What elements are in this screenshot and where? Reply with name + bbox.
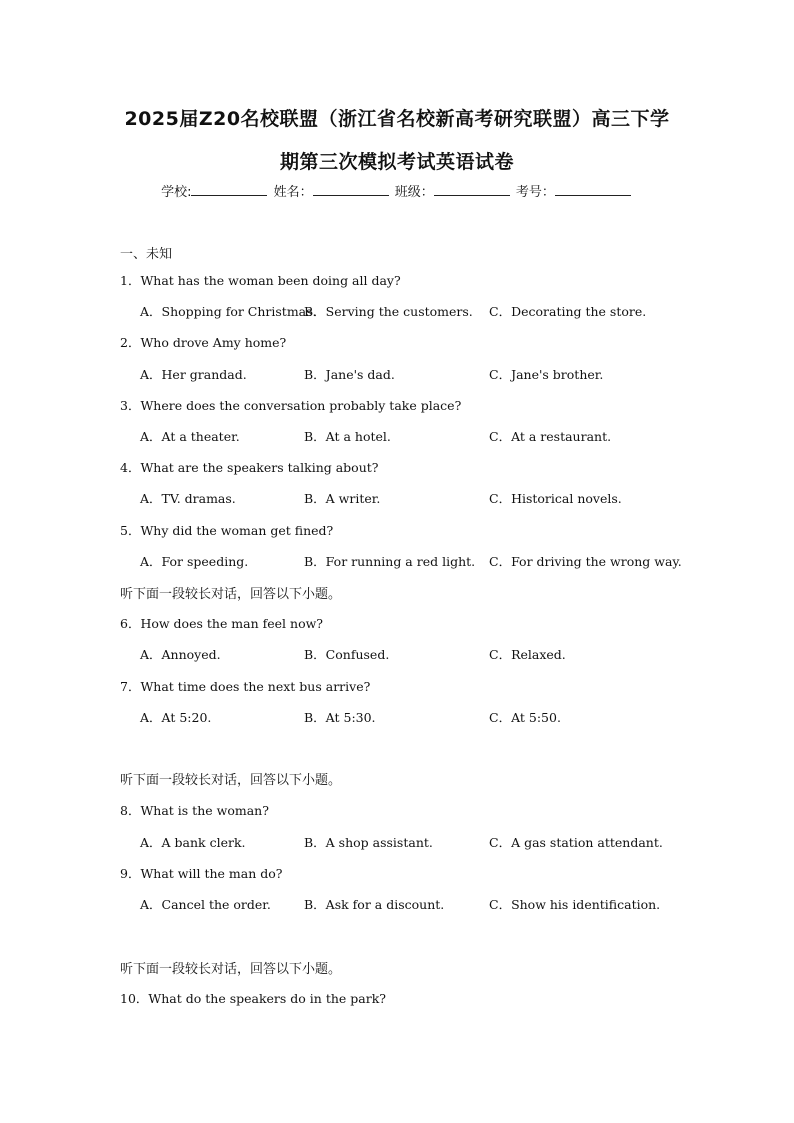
question-5-option-a: A．For speeding. bbox=[140, 554, 249, 569]
name-label: 姓名： bbox=[273, 185, 313, 200]
question-9-option-c: C．Show his identification. bbox=[489, 897, 661, 912]
question-4-option-c: C．Historical novels. bbox=[489, 491, 622, 506]
question-7-option-b: B．At 5:30. bbox=[304, 710, 376, 725]
question-2-option-b: B．Jane's dad. bbox=[304, 367, 395, 382]
name-blank[interactable] bbox=[313, 183, 389, 196]
question-1: 1．What has the woman been doing all day? bbox=[120, 273, 401, 288]
question-9: 9．What will the man do? bbox=[120, 866, 283, 881]
exam-title-line-1: 2025届Z20名校联盟（浙江省名校新高考研究联盟）高三下学 bbox=[124, 108, 670, 130]
question-6-option-a: A．Annoyed. bbox=[140, 647, 221, 662]
question-6: 6．How does the man feel now? bbox=[120, 616, 324, 631]
question-1-option-b: B．Serving the customers. bbox=[304, 304, 473, 319]
question-1-option-a: A．Shopping for Christmas. bbox=[140, 304, 317, 319]
question-8-option-b: B．A shop assistant. bbox=[304, 835, 433, 850]
section-heading: 一、未知 bbox=[120, 247, 173, 262]
question-7-option-c: C．At 5:50. bbox=[489, 710, 561, 725]
question-7-option-a: A．At 5:20. bbox=[140, 710, 212, 725]
question-3-option-b: B．At a hotel. bbox=[304, 429, 391, 444]
listening-instruction: 听下面一段较长对话，回答以下小题。 bbox=[120, 773, 342, 788]
question-6-option-b: B．Confused. bbox=[304, 647, 390, 662]
exam-title-line-2: 期第三次模拟考试英语试卷 bbox=[279, 151, 514, 173]
class-blank[interactable] bbox=[434, 183, 510, 196]
question-8-option-a: A．A bank clerk. bbox=[140, 835, 246, 850]
listening-instruction: 听下面一段较长对话，回答以下小题。 bbox=[120, 587, 342, 602]
question-2-option-a: A．Her grandad. bbox=[140, 367, 247, 382]
question-10: 10．What do the speakers do in the park? bbox=[120, 991, 386, 1006]
question-3-option-c: C．At a restaurant. bbox=[489, 429, 612, 444]
question-8-option-c: C．A gas station attendant. bbox=[489, 835, 663, 850]
question-3-option-a: A．At a theater. bbox=[140, 429, 240, 444]
student-info-line bbox=[0, 181, 794, 200]
class-label: 班级： bbox=[394, 185, 434, 200]
question-5-option-c: C．For driving the wrong way. bbox=[489, 554, 682, 569]
question-5: 5．Why did the woman get fined? bbox=[120, 523, 334, 538]
question-4: 4．What are the speakers talking about? bbox=[120, 460, 379, 475]
number-label: 考号： bbox=[515, 185, 555, 200]
question-5-option-b: B．For running a red light. bbox=[304, 554, 476, 569]
school-label: 学校: bbox=[161, 185, 192, 200]
question-8: 8．What is the woman? bbox=[120, 803, 269, 818]
question-2-option-c: C．Jane's brother. bbox=[489, 367, 604, 382]
question-3: 3．Where does the conversation probably take place? bbox=[120, 398, 462, 413]
question-6-option-c: C．Relaxed. bbox=[489, 647, 566, 662]
question-7: 7．What time does the next bus arrive? bbox=[120, 679, 371, 694]
school-blank[interactable] bbox=[191, 183, 267, 196]
question-9-option-a: A．Cancel the order. bbox=[140, 897, 271, 912]
question-4-option-b: B．A writer. bbox=[304, 491, 381, 506]
question-4-option-a: A．TV. dramas. bbox=[140, 491, 236, 506]
number-blank[interactable] bbox=[555, 183, 631, 196]
question-1-option-c: C．Decorating the store. bbox=[489, 304, 647, 319]
question-9-option-b: B．Ask for a discount. bbox=[304, 897, 445, 912]
question-2: 2．Who drove Amy home? bbox=[120, 335, 287, 350]
listening-instruction: 听下面一段较长对话，回答以下小题。 bbox=[120, 962, 342, 977]
